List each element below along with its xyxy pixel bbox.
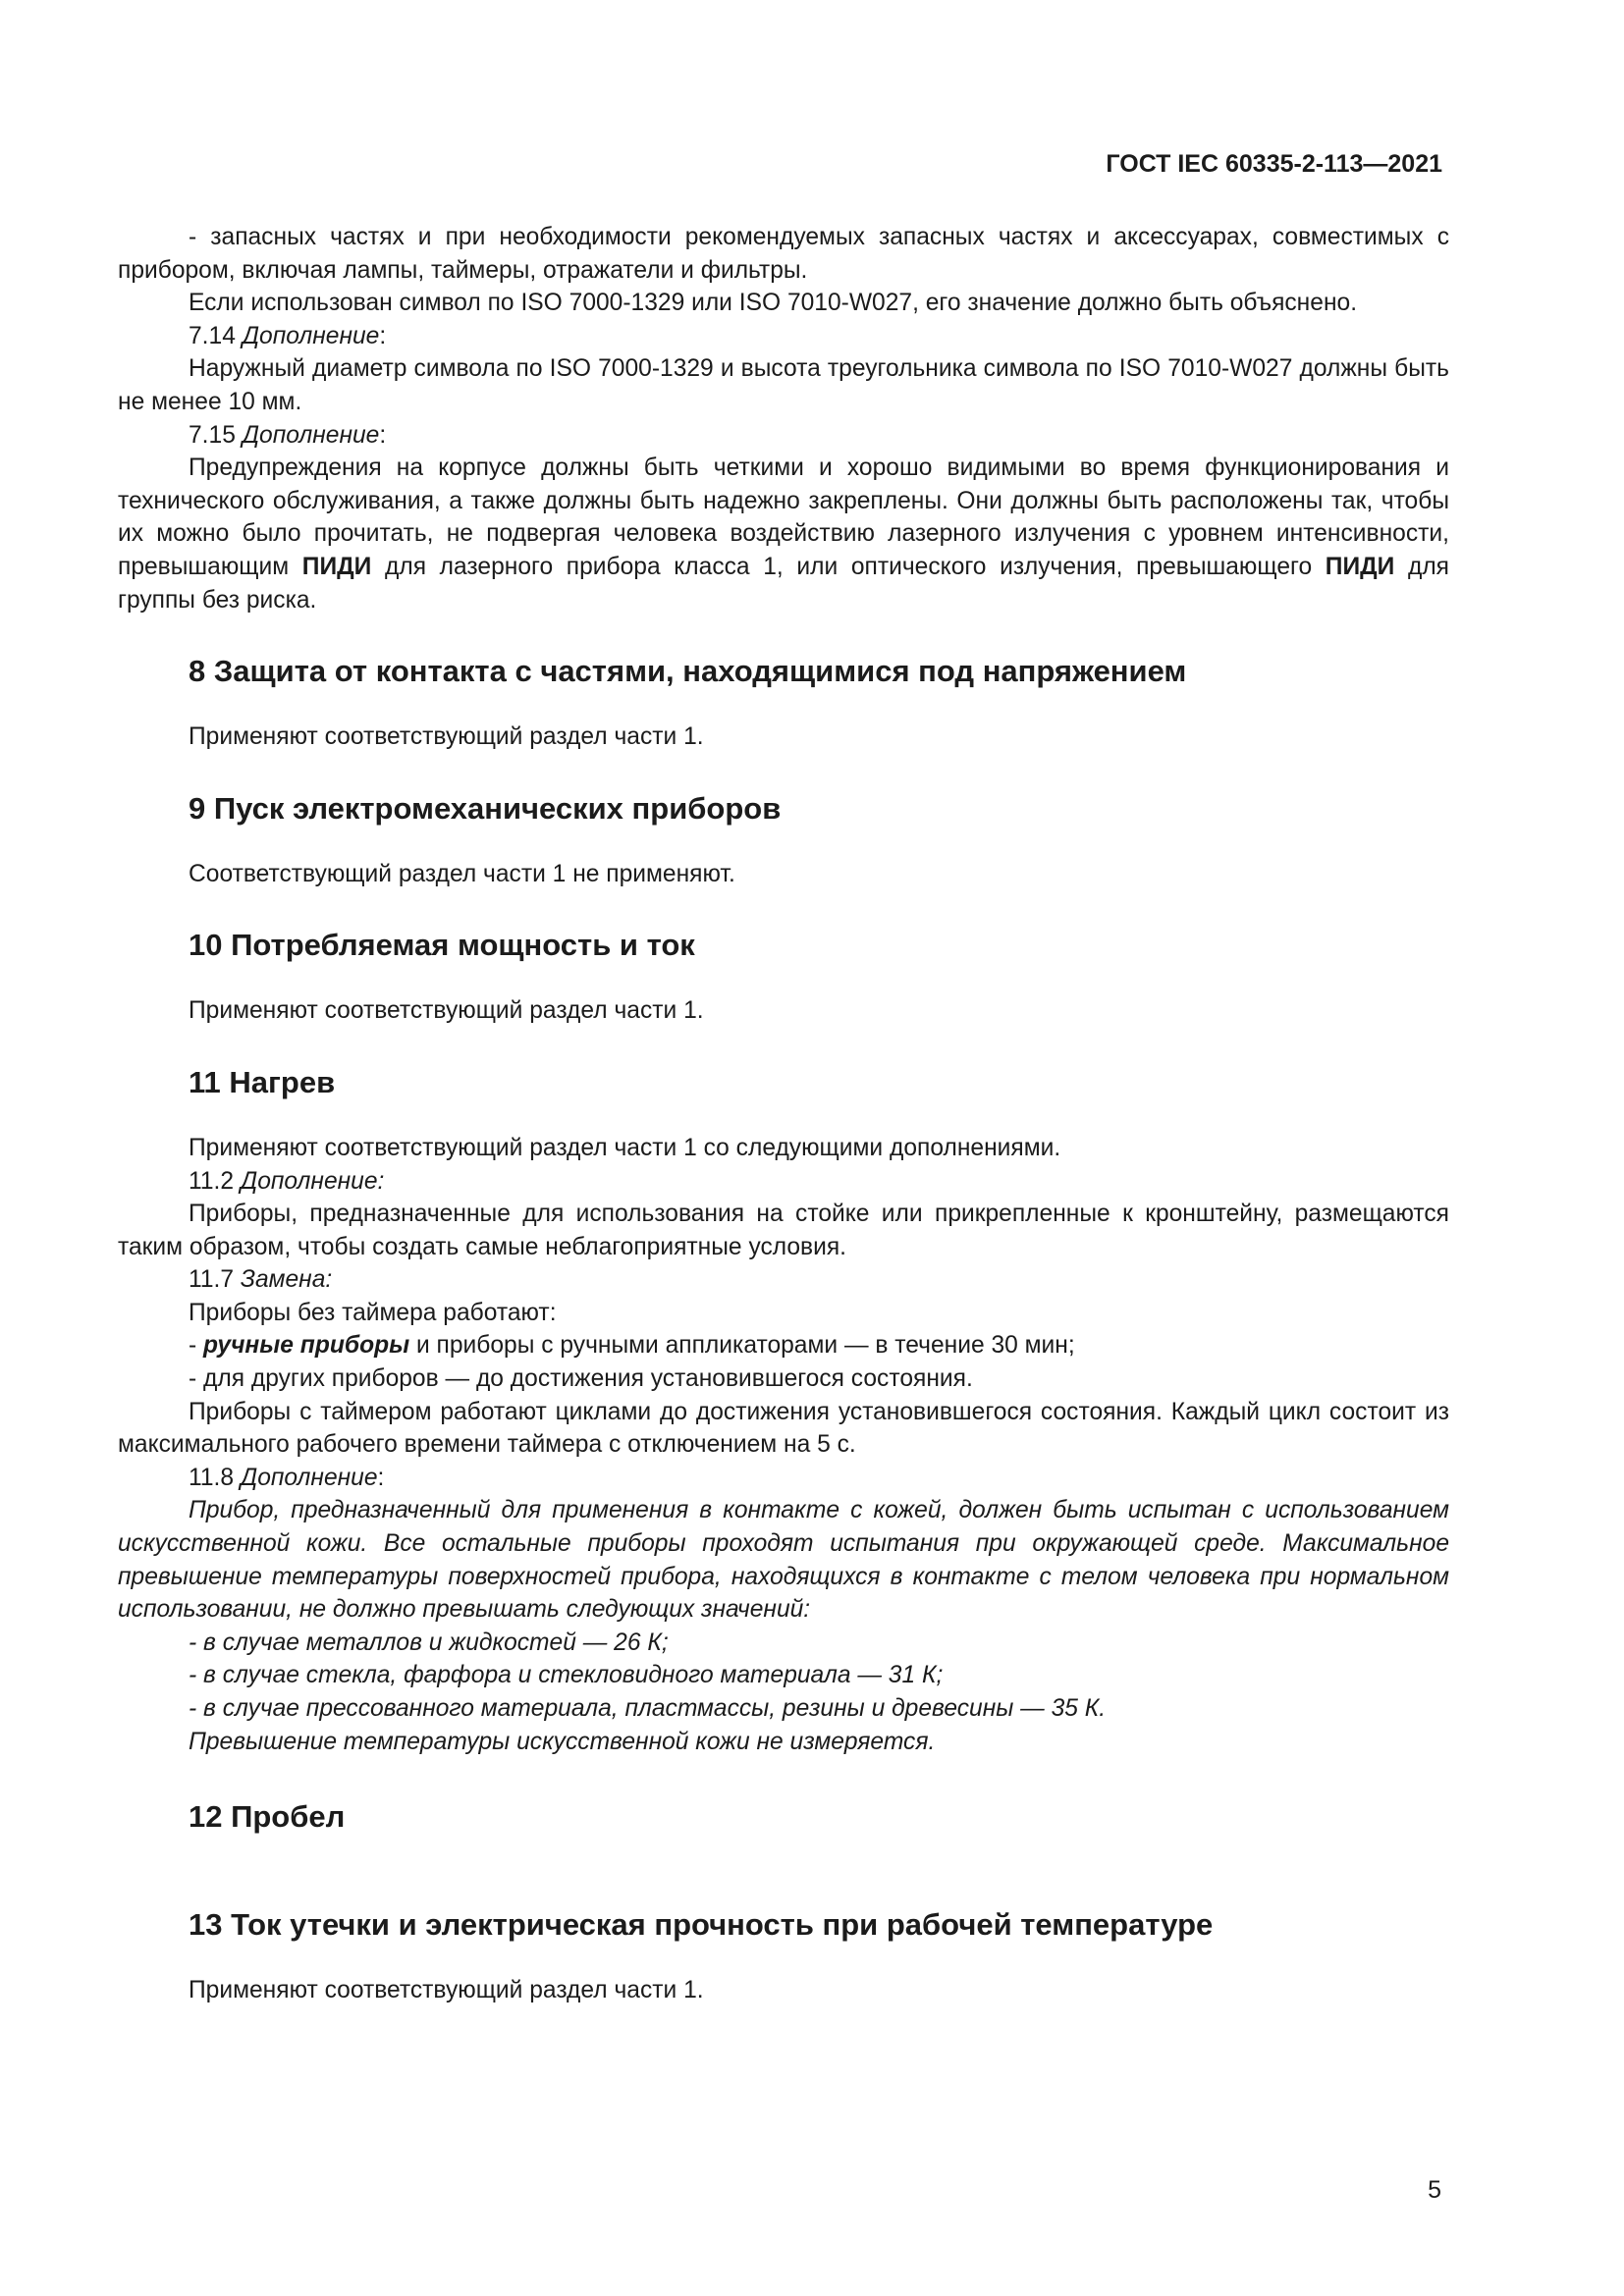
document-code: ГОСТ IEC 60335-2-113—2021 xyxy=(1106,150,1442,178)
paragraph-spare-parts: - запасных частях и при необходимости рекомендуемых запасных частях и аксессуарах, совместимых с прибором, включая лампы, таймеры, отражатели и фильтры. xyxy=(118,224,1449,284)
paragraph-symbol-explanation: Если использован символ по ISO 7000-1329 или ISO 7010-W027, его значение должно быть объяснено. xyxy=(189,290,1358,317)
paragraph-warnings: Предупреждения на корпусе должны быть четкими и хорошо видимыми во время функционирования и технического обслуживания, а также должны быть надежно закреплены. Они должны быть расположены так, чтобы их можно было прочитать, не подвергая человека воздействию лазерного излучения с уровнем интенсивности, превышающим ПИДИ для лазерного прибора класса 1, или оптического излучения, превышающего ПИДИ для группы без риска. xyxy=(118,454,1449,614)
section-9-title: 9 Пуск электромеханических приборов xyxy=(189,790,782,826)
clause-7-14-heading: 7.14 Дополнение: xyxy=(189,322,387,349)
clause-11-2-heading: 11.2 Дополнение: xyxy=(189,1167,385,1195)
paragraph-11-7-b: - ручные приборы и приборы с ручными аппликаторами — в течение 30 мин; xyxy=(189,1332,1075,1360)
section-11-intro: Применяют соответствующий раздел части 1 со следующими дополнениями. xyxy=(189,1134,1061,1161)
paragraph-symbol-size: Наружный диаметр символа по ISO 7000-1329 и высота треугольника символа по ISO 7010-W027 должны быть не менее 10 мм. xyxy=(118,355,1449,415)
section-10-text: Применяют соответствующий раздел части 1. xyxy=(189,997,704,1025)
list-item-plastics: - в случае прессованного материала, пластмассы, резины и древесины — 35 К. xyxy=(189,1695,1107,1722)
section-9-text: Соответствующий раздел части 1 не применяют. xyxy=(189,860,735,887)
page-number: 5 xyxy=(1428,2176,1441,2204)
paragraph-artificial-skin: Превышение температуры искусственной кожи не измеряется. xyxy=(189,1728,936,1755)
section-10-title: 10 Потребляемая мощность и ток xyxy=(189,928,695,963)
paragraph-11-7-c: - для других приборов — до достижения установившегося состояния. xyxy=(189,1365,973,1393)
paragraph-11-7-d: Приборы с таймером работают циклами до достижения установившегося состояния. Каждый цикл состоит из максимального рабочего времени таймера с отключением на 5 с. xyxy=(118,1398,1449,1459)
paragraph-11-7-a: Приборы без таймера работают: xyxy=(189,1299,557,1326)
clause-11-7-heading: 11.7 Замена: xyxy=(189,1266,333,1294)
clause-7-15-heading: 7.15 Дополнение: xyxy=(189,421,387,449)
section-8-text: Применяют соответствующий раздел части 1. xyxy=(189,723,704,751)
paragraph-11-2: Приборы, предназначенные для использования на стойке или прикрепленные к кронштейну, размещаются таким образом, чтобы создать самые неблагоприятные условия. xyxy=(118,1201,1449,1260)
clause-11-8-heading: 11.8 Дополнение: xyxy=(189,1464,385,1491)
section-11-title: 11 Нагрев xyxy=(189,1064,336,1099)
section-13-text: Применяют соответствующий раздел части 1. xyxy=(189,1977,704,2004)
section-13-title: 13 Ток утечки и электрическая прочность при рабочей температуре xyxy=(189,1907,1214,1943)
page-content xyxy=(118,221,1449,2007)
section-12-title: 12 Пробел xyxy=(189,1799,346,1835)
paragraph-11-8: Прибор, предназначенный для применения в контакте с кожей, должен быть испытан с использованием искусственной кожи. Все остальные приборы проходят испытания при окружающей среде. Максимальное превышение температуры поверхностей прибора, находящихся в контакте с телом человека при нормальном использовании, не должно превышать следующих значений: xyxy=(118,1497,1449,1624)
section-8-title: 8 Защита от контакта с частями, находящимися под напряжением xyxy=(189,654,1187,689)
list-item-glass: - в случае стекла, фарфора и стекловидного материала — 31 К; xyxy=(189,1662,944,1689)
list-item-metals: - в случае металлов и жидкостей — 26 К; xyxy=(189,1629,669,1656)
